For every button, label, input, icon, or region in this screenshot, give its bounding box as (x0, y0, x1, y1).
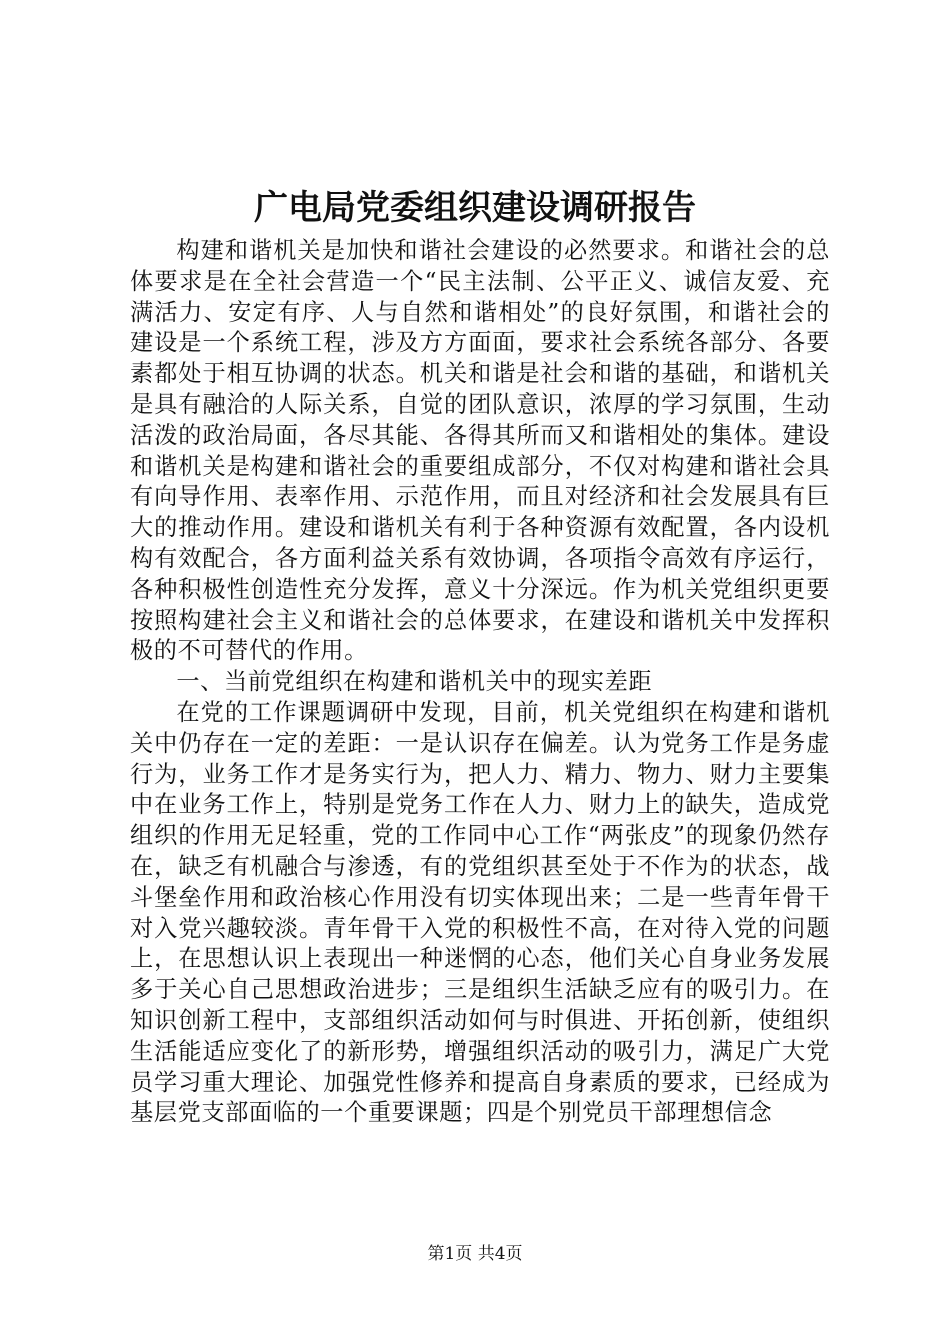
section-heading-1: 一、当前党组织在构建和谐机关中的现实差距 (176, 668, 653, 696)
document-title: 广电局党委组织建设调研报告 (254, 188, 696, 228)
page-footer: 第1页 共4页 (427, 1244, 523, 1264)
document-body (130, 236, 830, 1129)
paragraph-section-1: 在党的工作课题调研中发现，目前，机关党组织在构建和谐机关中仍存在一定的差距：一是认识存在偏差。认为党务工作是务虚行为，业务工作才是务实行为，把人力、精力、物力、财力主要集中在业务工作上，特别是党务工作在人力、财力上的缺失，造成党组织的作用无足轻重，党的工作同中心工作“两张皮”的现象仍然存在，缺乏有机融合与渗透，有的党组织甚至处于不作为的状态，战斗堡垒作用和政治核心作用没有切实体现出来；二是一些青年骨干对入党兴趣较淡。青年骨干入党的积极性不高，在对待入党的问题上，在思想认识上表现出一种迷惘的心态，他们关心自身业务发展多于关心自己思想政治进步；三是组织生活缺乏应有的吸引力。在知识创新工程中，支部组织活动如何与时俱进、开拓创新，使组织生活能适应变化了的新形势，增强组织活动的吸引力，满足广大党员学习重大理论、加强党性修养和提高自身素质的要求，已经成为基层党支部面临的一个重要课题；四是个别党员干部理想信念 (130, 698, 830, 1127)
paragraph-intro: 构建和谐机关是加快和谐社会建设的必然要求。和谐社会的总体要求是在全社会营造一个“民主法制、公平正义、诚信友爱、充满活力、安定有序、人与自然和谐相处”的良好氛围，和谐社会的建设是一个系统工程，涉及方方面面，要求社会系统各部分、各要素都处于相互协调的状态。机关和谐是社会和谐的基础，和谐机关是具有融洽的人际关系，自觉的团队意识，浓厚的学习氛围，生动活泼的政治局面，各尽其能、各得其所而又和谐相处的集体。建设和谐机关是构建和谐社会的重要组成部分，不仅对构建和谐社会具有向导作用、表率作用、示范作用，而且对经济和社会发展具有巨大的推动作用。建设和谐机关有利于各种资源有效配置，各内设机构有效配合，各方面利益关系有效协调，各项指令高效有序运行，各种积极性创造性充分发挥，意义十分深远。作为机关党组织更要按照构建社会主义和谐社会的总体要求，在建设和谐机关中发挥积极的不可替代的作用。 (130, 237, 830, 665)
